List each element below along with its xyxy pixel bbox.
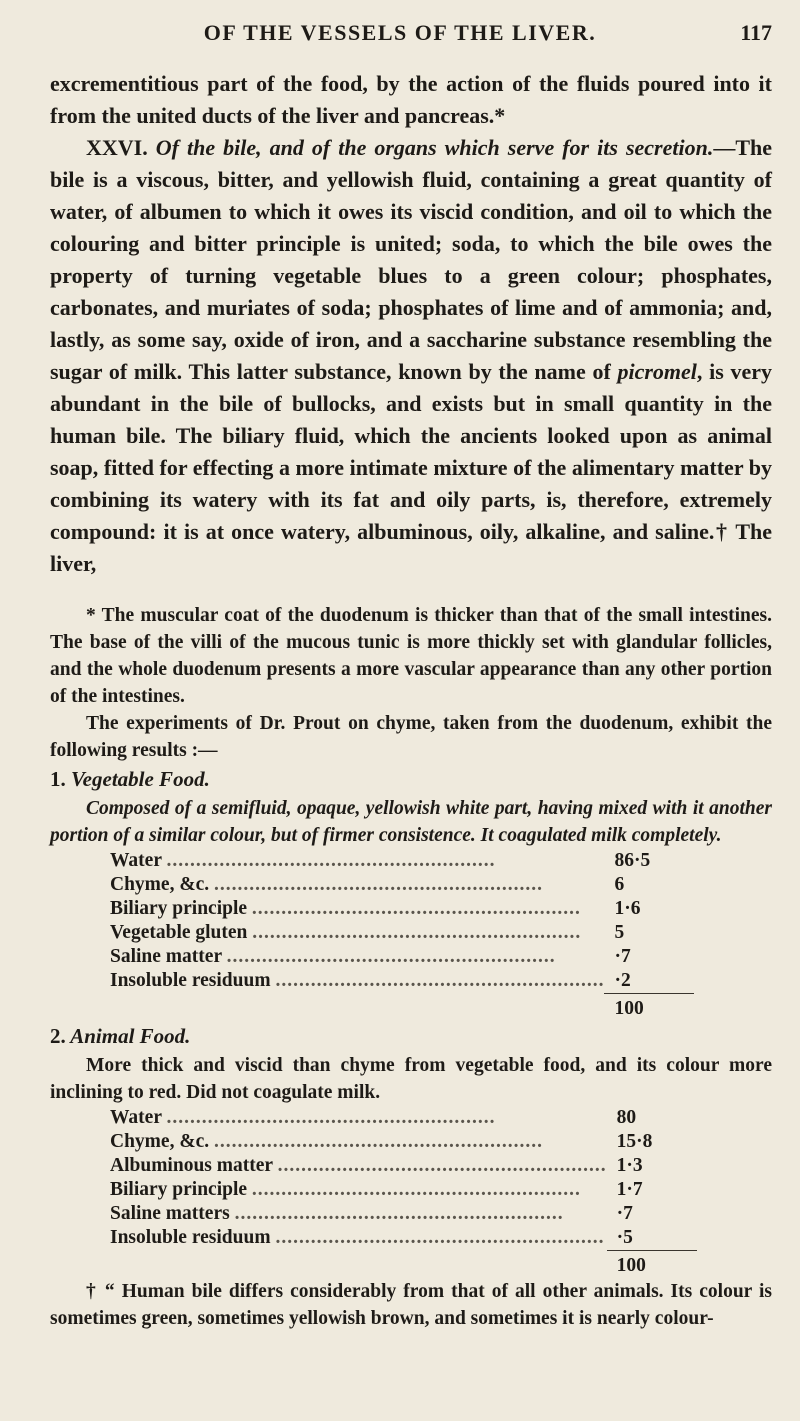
- leader-dots: ........................................................: [226, 946, 556, 967]
- row-label: Water: [110, 850, 162, 871]
- row-label: Chyme, &c.: [110, 874, 210, 895]
- row-value: ·2: [614, 970, 631, 991]
- animal-description: More thick and viscid than chyme from vegetable food, and its colour more inclining to red. Did not coagulate milk.: [50, 1055, 772, 1103]
- section-paragraph: [50, 132, 772, 580]
- row-value: 6: [614, 874, 625, 895]
- footnote-intro: The experiments of Dr. Prout on chyme, taken from the duodenum, exhibit the following results :—: [50, 713, 772, 761]
- row-label: Chyme, &c.: [110, 1131, 210, 1152]
- row-label: Biliary principle: [110, 1179, 248, 1200]
- row-value: 5: [614, 922, 625, 943]
- row-label: Water: [110, 1107, 162, 1128]
- footnote-para: * The muscular coat of the duodenum is thicker than that of the small intestines. The base of the villi of the mucous tunic is more thickly set with glandular follicles, and the whole duodenum presents a more vascular appearance than any other portion of the intestines.: [50, 605, 772, 707]
- table-row: [110, 873, 694, 897]
- vegetable-heading: [50, 766, 772, 793]
- spacer: [50, 580, 772, 602]
- vegetable-table: [110, 849, 694, 1021]
- table-row: [110, 1202, 697, 1226]
- row-label: Insoluble residuum: [110, 970, 271, 992]
- row-label: Albuminous matter: [110, 1155, 273, 1176]
- table-row: [110, 1130, 697, 1154]
- footnote-human-bile: † “ Human bile differs considerably from that of all other animals. Its colour is sometimes green, sometimes yellowish brown, and sometimes it is nearly colour-: [50, 1281, 772, 1329]
- leader-dots: ........................................................: [277, 1155, 607, 1176]
- vegetable-title: Vegetable Food.: [71, 767, 210, 791]
- section-title: Of the bile, and of the organs which serve for its secretion.: [155, 135, 714, 160]
- vegetable-number: 1.: [50, 767, 66, 791]
- section-body-b: , is very abundant in the bile of bullocks, and exists but in small quantity in the human bile. The biliary fluid, which the ancients looked upon as animal soap, fitted for effecting a more intimate mixture of the alimentary matter by combining its watery with its fat and oily parts, is, therefore, extremely compound: it is at once watery, albuminous, oily, alkaline, and saline.† The liver,: [50, 359, 773, 576]
- paragraph-continuation: excrementitious part of the food, by the action of the fluids poured into it from the united ducts of the liver and pancreas.*: [50, 71, 772, 128]
- leader-dots: ........................................................: [213, 874, 543, 895]
- leader-dots: ........................................................: [166, 1107, 496, 1128]
- vegetable-description: [50, 795, 772, 849]
- footnote-duodenum: [50, 602, 772, 1332]
- row-label: Vegetable gluten: [110, 922, 248, 943]
- table-row: [110, 897, 694, 921]
- leader-dots: ........................................................: [275, 970, 605, 992]
- page-number: 117: [740, 20, 772, 45]
- table-row: [110, 1154, 697, 1178]
- row-label: Saline matter: [110, 946, 222, 967]
- main-text: [50, 68, 772, 1332]
- leader-dots: ........................................................: [234, 1203, 564, 1224]
- animal-number: 2.: [50, 1024, 66, 1048]
- row-label: Biliary principle: [110, 898, 248, 919]
- table-row: [110, 1178, 697, 1202]
- animal-title: Animal Food.: [70, 1024, 191, 1048]
- leader-dots: ........................................................: [252, 922, 582, 943]
- animal-heading: [50, 1023, 772, 1050]
- row-label: Saline matters: [110, 1203, 230, 1224]
- leader-dots: ........................................................: [275, 1227, 605, 1249]
- row-value: 1·7: [616, 1179, 643, 1200]
- row-value: ·5: [616, 1227, 633, 1248]
- table-row: [110, 1226, 697, 1251]
- page-header: [0, 20, 800, 52]
- row-label: Insoluble residuum: [110, 1227, 271, 1249]
- running-head: OF THE VESSELS OF THE LIVER.: [203, 20, 597, 45]
- leader-dots: ........................................................: [213, 1131, 543, 1152]
- row-value: 1·3: [616, 1155, 643, 1176]
- total-value: 100: [604, 994, 694, 1022]
- table-row: [110, 945, 694, 969]
- leader-dots: ........................................................: [251, 1179, 581, 1200]
- row-value: ·7: [616, 1203, 633, 1224]
- animal-table: [110, 1106, 697, 1278]
- table-total-row: [110, 1251, 697, 1279]
- row-value: 86·5: [614, 850, 651, 871]
- table-row: [110, 849, 694, 873]
- table-row: [110, 921, 694, 945]
- table-row: [110, 969, 694, 994]
- picromel-term: picromel: [617, 359, 697, 384]
- leader-dots: ........................................................: [166, 850, 496, 871]
- row-value: ·7: [614, 946, 631, 967]
- row-value: 80: [616, 1107, 637, 1128]
- section-number: XXVI.: [86, 135, 148, 160]
- vegetable-description-text: Composed of a semifluid, opaque, yellowish white part, having mixed with it another portion of a similar colour, but of firmer consistence. It coagulated milk completely.: [50, 798, 772, 846]
- table-total-row: [110, 994, 694, 1022]
- total-value: 100: [607, 1251, 697, 1279]
- row-value: 15·8: [616, 1131, 653, 1152]
- section-body-a: —The bile is a viscous, bitter, and yellowish fluid, containing a great quantity of water, of albumen to which it owes its viscid condition, and oil to which the colouring and bitter principle is united; soda, to which the bile owes the property of turning vegetable blues to a green colour; phosphates, carbonates, and muriates of soda; phosphates of lime and of ammonia; and, lastly, as some say, oxide of iron, and a saccharine substance resembling the sugar of milk. This latter substance, known by the name of: [50, 135, 773, 384]
- row-value: 1·6: [614, 898, 641, 919]
- leader-dots: ........................................................: [251, 898, 581, 919]
- table-row: [110, 1106, 697, 1130]
